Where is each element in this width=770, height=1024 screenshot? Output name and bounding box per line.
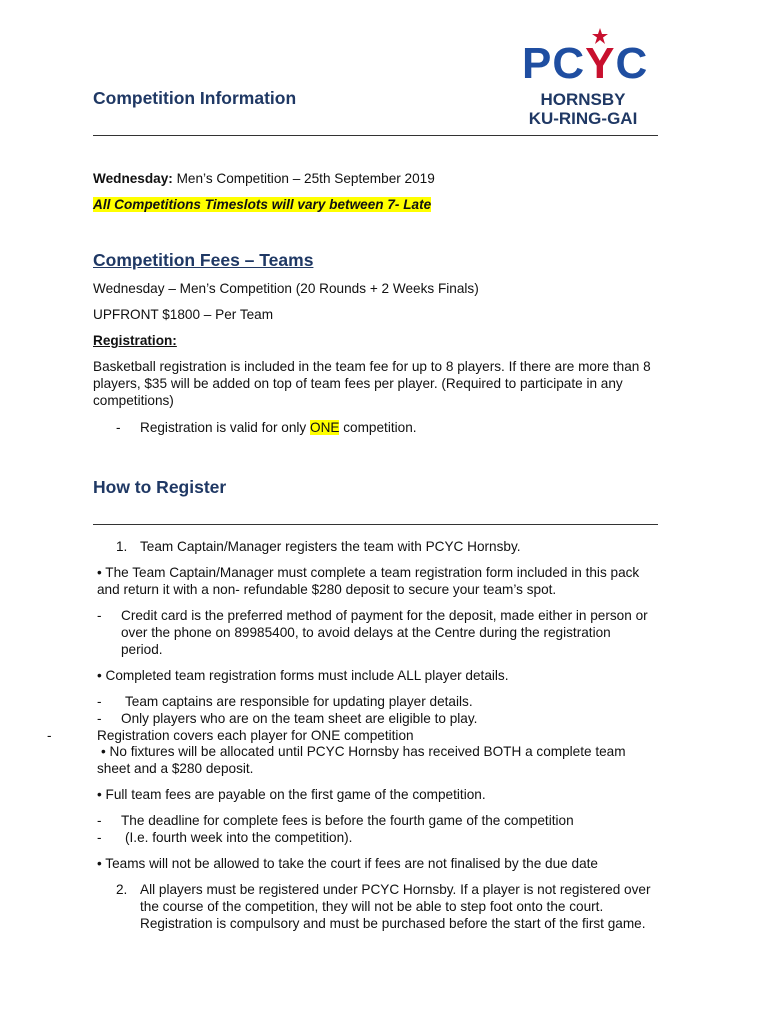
registration-para-3: competitions)	[93, 393, 174, 408]
bullet-3-line-1: • No fixtures will be allocated until PCYC Hornsby has received BOTH a complete team	[101, 744, 626, 759]
step-2-line-2: the course of the competition, they will not be able to step foot onto the court.	[140, 899, 604, 914]
dash-1: -	[97, 694, 102, 709]
valid-line: Registration is valid for only ONE competition.	[140, 420, 417, 435]
dash-2-text: Only players who are on the team sheet are eligible to play.	[121, 711, 478, 726]
registration-label: Registration:	[93, 333, 177, 348]
dash-3-text: Registration covers each player for ONE competition	[97, 728, 414, 743]
dash-4-text: The deadline for complete fees is before the fourth game of the competition	[121, 813, 574, 828]
bullet-4: • Full team fees are payable on the first game of the competition.	[97, 787, 486, 802]
wednesday-text: Men’s Competition – 25th September 2019	[176, 171, 435, 186]
fees-heading: Competition Fees – Teams	[93, 250, 314, 270]
registration-para-2: players, $35 will be added on top of team fees per player. (Required to participate in any	[93, 376, 623, 391]
cc-line-3: period.	[121, 642, 163, 657]
fees-line-1: Wednesday – Men’s Competition (20 Rounds + 2 Weeks Finals)	[93, 281, 479, 296]
valid-dash: -	[116, 420, 121, 435]
bullet-1-line-1: • The Team Captain/Manager must complete a team registration form included in this pack	[97, 565, 640, 580]
step-2-line-3: Registration is compulsory and must be purchased before the start of the first game.	[140, 916, 646, 931]
fees-line-2: UPFRONT $1800 – Per Team	[93, 307, 274, 322]
logo-wordmark: PCYC	[522, 39, 649, 88]
dash-3: -	[47, 728, 52, 743]
bullet-1-line-2: and return it with a non- refundable $280 deposit to secure your team’s spot.	[97, 582, 557, 597]
logo-line-kuringgai: KU-RING-GAI	[528, 109, 638, 128]
pcyc-logo	[522, 28, 649, 138]
bullet-5: • Teams will not be allowed to take the court if fees are not finalised by the due date	[97, 856, 598, 871]
dash-4: -	[97, 813, 102, 828]
step-1-text: Team Captain/Manager registers the team with PCYC Hornsby.	[140, 539, 521, 554]
one-highlight: ONE	[310, 420, 340, 435]
dash-2: -	[97, 711, 102, 726]
logo-line-hornsby: HORNSBY	[540, 90, 626, 109]
competition-info-heading: Competition Information	[93, 88, 297, 108]
cc-dash: -	[97, 608, 102, 623]
step-2-number: 2.	[116, 882, 128, 897]
step-2-line-1: All players must be registered under PCYC Hornsby. If a player is not registered over	[140, 882, 651, 897]
dash-5: -	[97, 830, 102, 845]
divider	[93, 524, 658, 525]
timeslots-note: All Competitions Timeslots will vary between 7- Late	[93, 197, 432, 212]
wednesday-line	[93, 171, 435, 188]
step-1-number: 1.	[116, 539, 128, 554]
cc-line-1: Credit card is the preferred method of payment for the deposit, made either in person or	[121, 608, 648, 623]
divider	[93, 135, 658, 136]
cc-line-2: over the phone on 89985400, to avoid delays at the Centre during the registration	[121, 625, 611, 640]
registration-para-1: Basketball registration is included in the team fee for up to 8 players. If there are more than 8	[93, 359, 651, 374]
dash-1-text: Team captains are responsible for updating player details.	[125, 694, 473, 709]
bullet-3-line-2: sheet and a $280 deposit.	[97, 761, 254, 776]
how-to-register-heading: How to Register	[93, 477, 227, 497]
dash-5-text: (I.e. fourth week into the competition).	[125, 830, 353, 845]
wednesday-label: Wednesday:	[93, 171, 173, 186]
bullet-2: • Completed team registration forms must include ALL player details.	[97, 668, 509, 683]
